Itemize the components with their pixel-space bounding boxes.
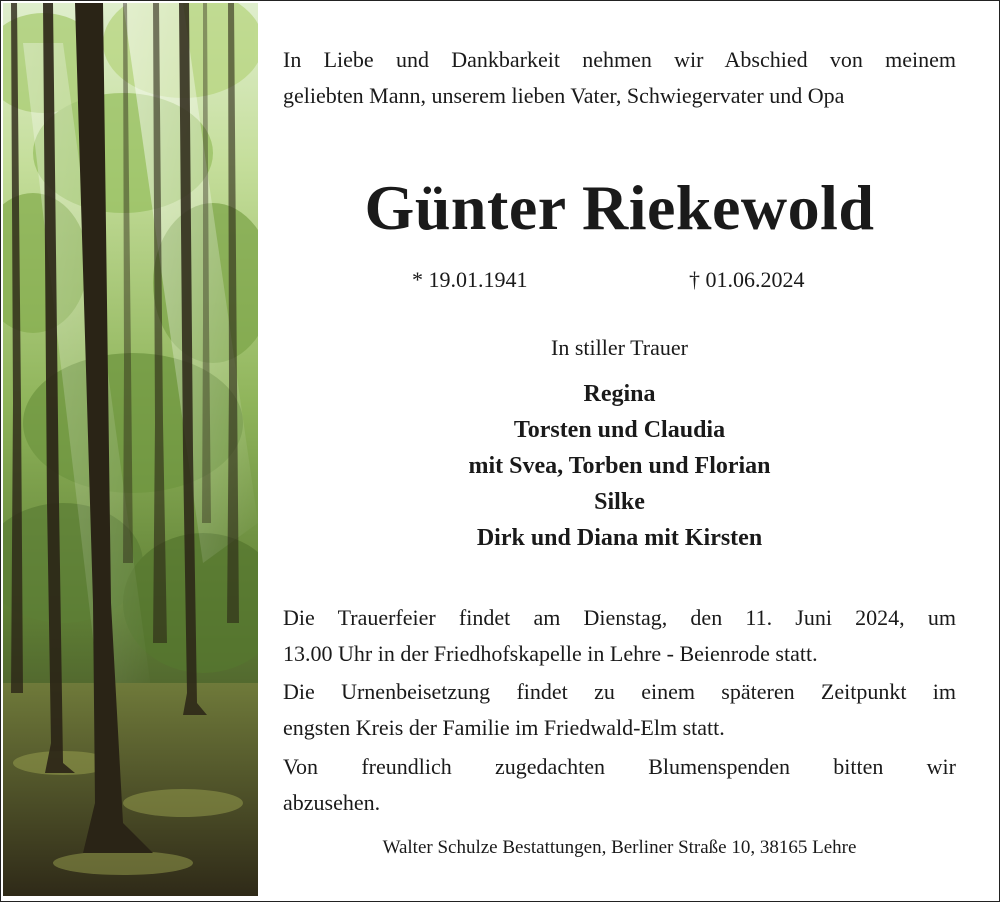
funeral-service-notice [283, 600, 956, 672]
intro-text [283, 42, 956, 114]
notice-line: 13.00 Uhr in der Friedhofskapelle in Lehre - Beienrode statt. [283, 641, 818, 666]
flower-donation-notice [283, 749, 956, 821]
forest-photo [3, 3, 258, 896]
mourner-name: mit Svea, Torben und Florian [468, 453, 771, 479]
forest-illustration [3, 3, 258, 896]
notice-line: abzusehen. [283, 790, 381, 815]
birth-date: * 19.01.1941 [412, 267, 528, 292]
deceased-name: Günter Riekewold [364, 172, 875, 243]
mourner-name: Regina [583, 381, 656, 407]
mourner-name: Dirk und Diana mit Kirsten [476, 525, 763, 551]
death-date: † 01.06.2024 [689, 267, 805, 292]
undertaker-footer: Walter Schulze Bestattungen, Berliner Straße 10, 38165 Lehre [382, 837, 857, 858]
mourner-name: Torsten und Claudia [513, 417, 726, 443]
mourner-name: Silke [594, 489, 645, 515]
mourning-heading: In stiller Trauer [551, 335, 688, 360]
notice-line: Die Trauerfeier findet am Dienstag, den 11. Juni 2024, um [283, 605, 956, 630]
mourners-list [283, 376, 956, 556]
notice-line: engsten Kreis der Familie im Friedwald-Elm statt. [283, 715, 725, 740]
urn-burial-notice [283, 674, 956, 746]
notice-line: Von freundlich zugedachten Blumenspenden bitten wir [283, 754, 956, 779]
intro-line-2: geliebten Mann, unserem lieben Vater, Schwiegervater und Opa [283, 83, 845, 108]
intro-line-1: In Liebe und Dankbarkeit nehmen wir Abschied von meinem [283, 47, 956, 72]
notice-line: Die Urnenbeisetzung findet zu einem späteren Zeitpunkt im [283, 679, 956, 704]
